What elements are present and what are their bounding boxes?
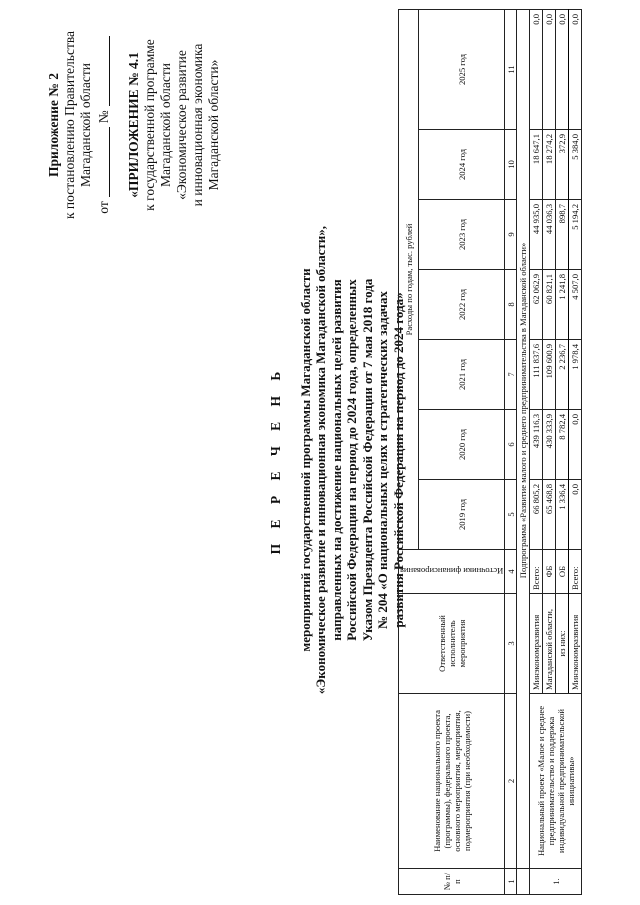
program-ref-line-2: Магаданской области — [158, 63, 173, 187]
value-cell: 0,0 — [543, 9, 556, 129]
program-ref-line-1: к государственной программе — [142, 39, 157, 211]
value-cell: 111 837,6 — [530, 340, 543, 410]
header-year: 2019 год — [419, 480, 505, 550]
subprogram-title: Подпрограмма «Развитие малого и среднего предпринимательства в Магаданской области» — [517, 9, 530, 868]
value-cell: 109 600,9 — [543, 340, 556, 410]
title-line-2: «Экономическое развитие и инновационная экономика Магаданской области», — [313, 225, 328, 695]
title-line-3: направленных на достижение национальных целей развития — [328, 279, 344, 641]
value-cell: 2 236,7 — [556, 340, 569, 410]
col-index: 1 — [505, 869, 517, 895]
column-index-row — [505, 9, 517, 894]
executor-line: Минэкономразвития — [569, 594, 582, 694]
col-index: 11 — [505, 9, 517, 129]
subprogram-row — [517, 9, 530, 894]
title-line-5: Указом Президента Российской Федерации от 7 мая 2018 года — [359, 278, 375, 642]
from-label: от — [96, 201, 111, 214]
value-cell: 0,0 — [569, 480, 582, 550]
value-cell: 0,0 — [569, 410, 582, 480]
header-source — [399, 550, 505, 594]
number-blank — [96, 36, 110, 106]
source-cell: ФБ — [543, 550, 556, 594]
header-year: 2023 год — [419, 200, 505, 270]
header-year: 2025 год — [419, 9, 505, 129]
row-name: Национальный проект «Малое и среднее предпринимательство и поддержка индивидуальной предпринимательской инициативы» — [530, 694, 582, 869]
value-cell: 66 805,2 — [530, 480, 543, 550]
value-cell: 0,0 — [556, 9, 569, 129]
source-cell: Всего: — [530, 550, 543, 594]
executor-line: Минэкономразвития — [530, 594, 543, 694]
table-header-row — [399, 9, 419, 894]
value-cell: 0,0 — [569, 9, 582, 129]
value-cell: 62 062,9 — [530, 270, 543, 340]
value-cell: 5 384,0 — [569, 130, 582, 200]
value-cell: 44 935,0 — [530, 200, 543, 270]
value-cell: 44 036,3 — [543, 200, 556, 270]
value-cell: 439 116,3 — [530, 410, 543, 480]
header-year: 2021 год — [419, 340, 505, 410]
header-name: Наименование национального проекта (программы), федерального проекта, основного мероприятия, мероприятия, подмероприятия (при необходимости) — [399, 694, 505, 869]
row-num: 1. — [530, 869, 582, 895]
col-index: 8 — [505, 270, 517, 340]
col-index: 4 — [505, 550, 517, 594]
title-line-1: мероприятий государственной программы Магаданской области — [297, 268, 313, 652]
header-year: 2020 год — [419, 410, 505, 480]
appendix-block — [46, 5, 222, 245]
appendix-line-1: к постановлению Правительства — [62, 30, 77, 220]
col-index: 6 — [505, 410, 517, 480]
executor-line: из них: — [556, 594, 569, 694]
header-executor: Ответственный исполнитель мероприятия — [399, 594, 505, 694]
executor-line: Магаданской области, — [543, 594, 556, 694]
value-cell: 18 647,1 — [530, 130, 543, 200]
number-label: № — [96, 110, 111, 124]
col-index: 10 — [505, 130, 517, 200]
title-heading: П Е Р Е Ч Е Н Ь — [268, 365, 283, 555]
program-appendix-ref: «ПРИЛОЖЕНИЕ № 4.1 — [126, 52, 141, 198]
title-line-4: Российской Федерации на период до 2024 года, определенных — [344, 279, 359, 641]
col-index: 9 — [505, 200, 517, 270]
title-line-7: развития Российской Федерации на период до 2024 года» — [390, 292, 406, 628]
program-ref-line-4: и инновационная экономика — [190, 43, 205, 207]
header-year: 2022 год — [419, 270, 505, 340]
source-cell: ОБ — [556, 550, 569, 594]
measures-table — [398, 9, 582, 895]
value-cell: 1 241,8 — [556, 270, 569, 340]
header-num: № п/п — [399, 869, 505, 895]
value-cell: 60 821,1 — [543, 270, 556, 340]
appendix-title: Приложение № 2 — [46, 73, 61, 177]
col-index: 5 — [505, 480, 517, 550]
header-source-text: Источники финансирования — [400, 566, 504, 577]
value-cell: 0,0 — [530, 9, 543, 129]
value-cell: 898,7 — [556, 200, 569, 270]
value-cell: 372,9 — [556, 130, 569, 200]
value-cell: 4 507,0 — [569, 270, 582, 340]
value-cell: 18 274,2 — [543, 130, 556, 200]
header-year: 2024 год — [419, 130, 505, 200]
col-index: 7 — [505, 340, 517, 410]
document-title — [268, 55, 406, 865]
value-cell: 65 468,8 — [543, 480, 556, 550]
value-cell: 5 194,2 — [569, 200, 582, 270]
appendix-line-2: Магаданской области — [78, 63, 93, 187]
date-number-line — [96, 5, 112, 245]
date-blank — [96, 127, 110, 197]
program-ref-line-3: «Экономическое развитие — [174, 50, 189, 200]
col-index: 3 — [505, 594, 517, 694]
title-line-6: № 204 «О национальных целях и стратегических задачах — [375, 291, 390, 629]
header-expenses: Расходы по годам, тыс. рублей — [399, 9, 419, 549]
value-cell: 8 782,4 — [556, 410, 569, 480]
col-index: 2 — [505, 694, 517, 869]
value-cell: 430 333,9 — [543, 410, 556, 480]
value-cell: 1 336,4 — [556, 480, 569, 550]
program-ref-line-5: Магаданской области» — [206, 59, 221, 191]
source-cell: Всего: — [569, 550, 582, 594]
table-row — [530, 9, 543, 894]
value-cell: 1 978,4 — [569, 340, 582, 410]
